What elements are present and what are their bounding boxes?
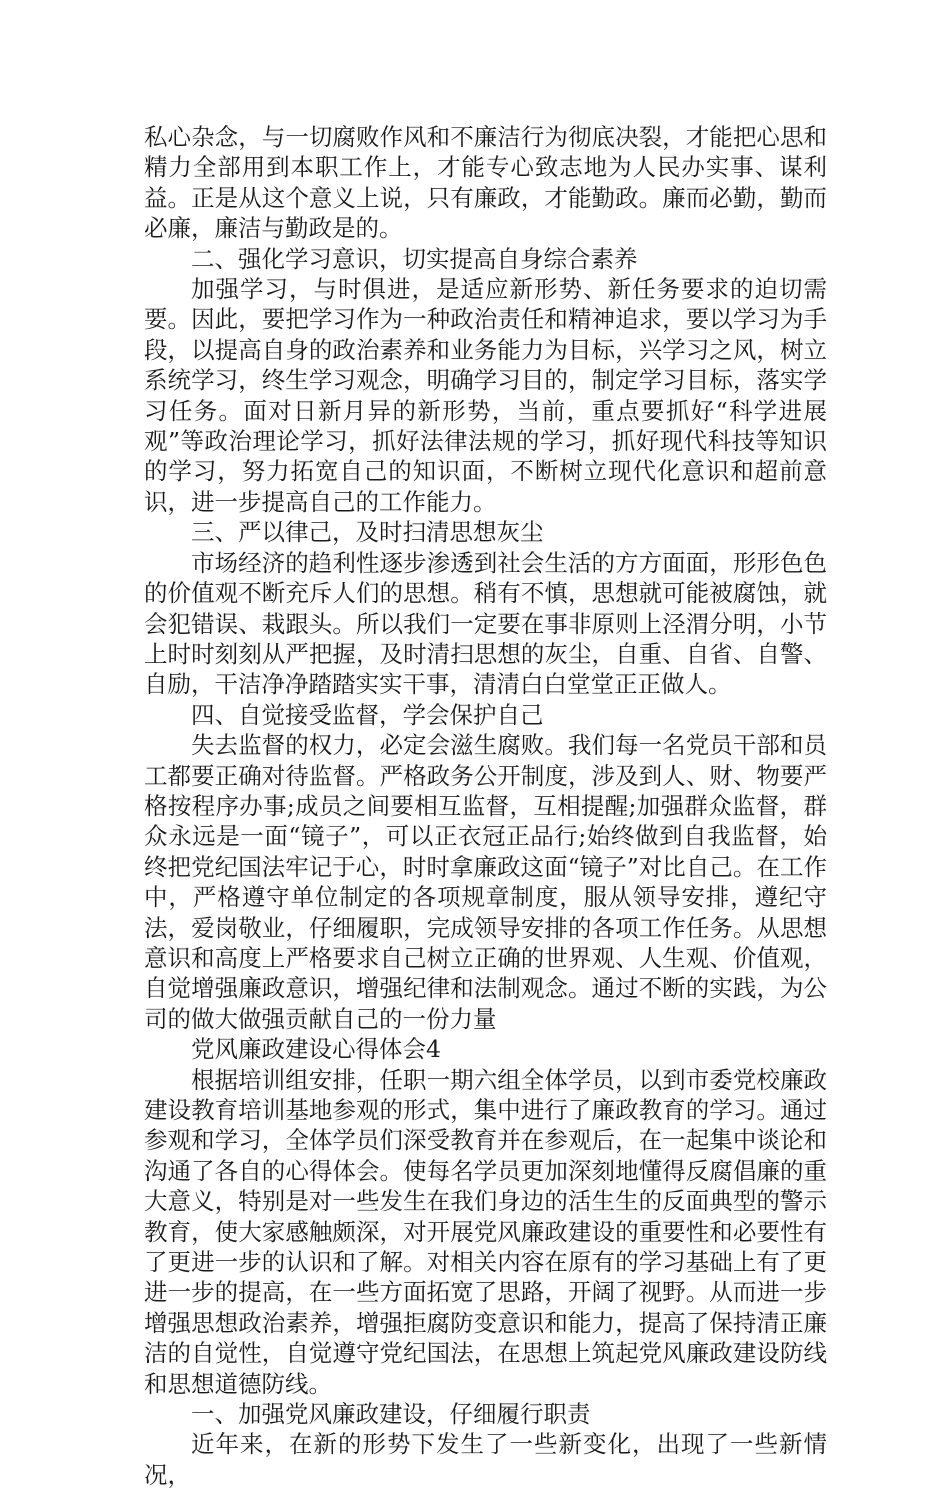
section-heading: 一、加强党风廉政建设，仔细履行职责 xyxy=(191,1400,591,1429)
section-heading: 二、强化学习意识，切实提高自身综合素养 xyxy=(191,244,638,273)
body-paragraph: 私心杂念，与一切腐败作风和不廉洁行为彻底决裂，才能把心思和精力全部用到本职工作上，才能专心致志地为人民办实事、谋利益。正是从这个意义上说，只有廉政，才能勤政。廉而必勤，勤而必廉，廉洁与勤政是的。 xyxy=(144,123,827,243)
article-title: 党风廉政建设心得体会4 xyxy=(191,1035,441,1064)
section-heading: 四、自觉接受监督，学会保护自己 xyxy=(191,700,544,729)
body-paragraph: 失去监督的权力，必定会滋生腐败。我们每一名党员干部和员工都要正确对待监督。严格政务公开制度，涉及到人、财、物要严格按程序办事;成员之间要相互监督，互相提醒;加强群众监督，群众永远是一面“镜子”，可以正衣冠正品行;始终做到自我监督，始终把党纪国法牢记于心，时时拿廉政这面“镜子”对比自己。在工作中，严格遵守单位制定的各项规章制度，服从领导安排，遵纪守法，爱岗敬业，仔细履职，完成领导安排的各项工作任务。从思想意识和高度上严格要求自己树立正确的世界观、人生观、价值观，自觉增强廉政意识，增强纪律和法制观念。通过不断的实践，为公司的做大做强贡献自己的一份力量 xyxy=(144,731,827,1033)
section-heading: 三、严以律己，及时扫清思想灰尘 xyxy=(191,518,544,547)
body-paragraph: 根据培训组安排，任职一期六组全体学员，以到市委党校廉政建设教育培训基地参观的形式，集中进行了廉政教育的学习。通过参观和学习，全体学员们深受教育并在参观后，在一起集中谈论和沟通了各自的心得体会。使每名学员更加深刻地懂得反腐倡廉的重大意义，特别是对一些发生在我们身边的活生生的反面典型的警示教育，使大家感触颇深，对开展党风廉政建设的重要性和必要性有了更进一步的认识和了解。对相关内容在原有的学习基础上有了更进一步的提高，在一些方面拓宽了思路，开阔了视野。从而进一步增强思想政治素养，增强拒腐防变意识和能力，提高了保持清正廉洁的自觉性，自觉遵守党纪国法，在思想上筑起党风廉政建设防线和思想道德防线。 xyxy=(144,1065,827,1398)
body-paragraph: 加强学习，与时俱进，是适应新形势、新任务要求的迫切需要。因此，要把学习作为一种政治责任和精神追求，要以学习为手段，以提高自身的政治素养和业务能力为目标，兴学习之风，树立系统学习，终生学习观念，明确学习目的，制定学习目标，落实学习任务。面对日新月异的新形势，当前，重点要抓好“科学进展观”等政治理论学习，抓好法律法规的学习，抓好现代科技等知识的学习，努力拓宽自己的知识面，不断树立现代化意识和超前意识，进一步提高自己的工作能力。 xyxy=(144,275,827,516)
body-paragraph: 近年来，在新的形势下发生了一些新变化，出现了一些新情况， xyxy=(144,1430,827,1489)
body-paragraph: 市场经济的趋利性逐步渗透到社会生活的方方面面，形形色色的价值观不断充斥人们的思想。稍有不慎，思想就可能被腐蚀，就会犯错误、栽跟头。所以我们一定要在事非原则上泾渭分明，小节上时时刻刻从严把握，及时清扫思想的灰尘，自重、自省、自警、自励，干洁净净踏踏实实干事，清清白白堂堂正正做人。 xyxy=(144,548,827,699)
document-page xyxy=(144,122,827,1490)
